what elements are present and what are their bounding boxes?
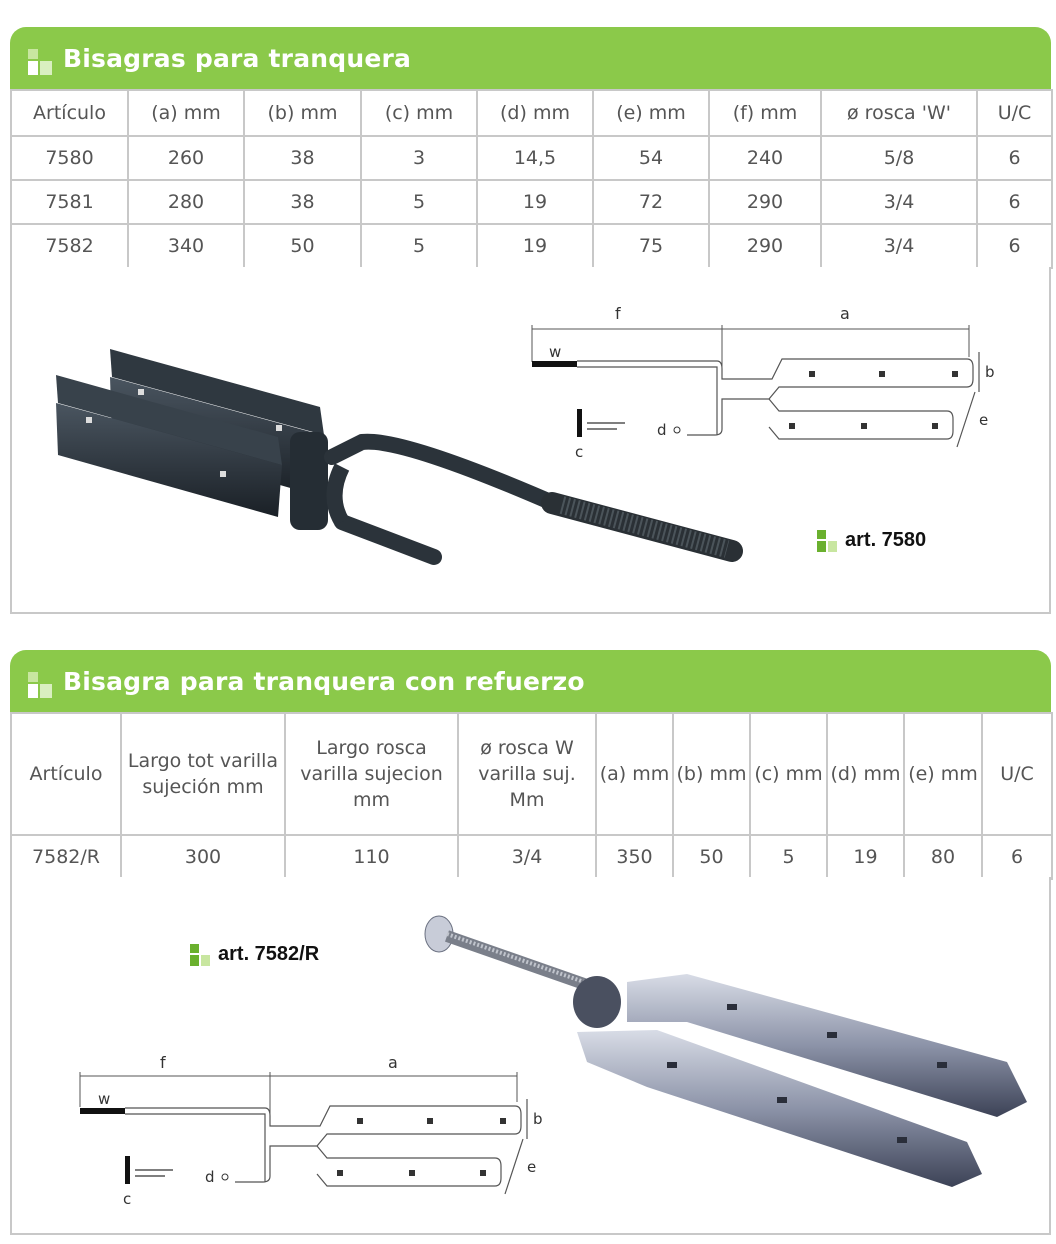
dim-b: b	[533, 1110, 543, 1128]
dim-f: f	[160, 1053, 166, 1072]
table-cell: 5	[361, 180, 477, 224]
table-cell: 54	[593, 136, 709, 180]
col-header: (d) mm	[827, 713, 904, 835]
dim-d: d	[205, 1168, 215, 1186]
table-cell: 280	[128, 180, 244, 224]
dimension-diagram	[517, 297, 1017, 467]
table-row	[11, 180, 1052, 224]
dim-a: a	[388, 1053, 398, 1072]
table-header-row	[11, 713, 1052, 835]
bullet-squares-icon	[817, 530, 837, 552]
dim-d: d	[657, 421, 667, 439]
product-image-panel	[10, 267, 1051, 614]
table-cell: 110	[285, 835, 458, 879]
table-cell: 72	[593, 180, 709, 224]
table-cell: 19	[477, 224, 593, 268]
col-header: ø rosca 'W'	[821, 90, 977, 136]
col-header: (d) mm	[477, 90, 593, 136]
col-header: (a) mm	[128, 90, 244, 136]
col-header: (f) mm	[709, 90, 821, 136]
table-cell: 290	[709, 224, 821, 268]
table-cell: 5	[361, 224, 477, 268]
table-header-row	[11, 90, 1052, 136]
dimension-diagram	[72, 1052, 572, 1222]
col-header: (c) mm	[750, 713, 827, 835]
table-cell: 350	[596, 835, 673, 879]
article-label-text: art. 7580	[845, 529, 927, 552]
col-header: Largo rosca varilla sujecion mm	[285, 713, 458, 835]
spec-table	[10, 89, 1053, 269]
bullet-squares-icon	[28, 49, 52, 75]
table-cell: 6	[977, 180, 1052, 224]
table-cell: 340	[128, 224, 244, 268]
col-header: U/C	[977, 90, 1052, 136]
table-cell: 3/4	[821, 180, 977, 224]
bullet-squares-icon	[190, 944, 210, 966]
table-cell: 3/4	[821, 224, 977, 268]
table-cell: 19	[477, 180, 593, 224]
table-cell: 19	[827, 835, 904, 879]
dim-c: c	[123, 1190, 132, 1208]
table-cell: 7581	[11, 180, 128, 224]
col-header: (c) mm	[361, 90, 477, 136]
col-header: (e) mm	[593, 90, 709, 136]
table-cell: 14,5	[477, 136, 593, 180]
table-cell: 80	[904, 835, 982, 879]
article-label	[817, 529, 926, 552]
product-image-panel	[10, 877, 1051, 1235]
table-cell: 3	[361, 136, 477, 180]
table-cell: 240	[709, 136, 821, 180]
table-row	[11, 136, 1052, 180]
table-cell: 6	[977, 224, 1052, 268]
section-bisagra-refuerzo	[10, 650, 1051, 1235]
table-cell: 75	[593, 224, 709, 268]
section-title: Bisagras para tranquera	[63, 44, 412, 73]
table-cell: 3/4	[458, 835, 596, 879]
section-title: Bisagra para tranquera con refuerzo	[63, 667, 585, 696]
table-cell: 50	[673, 835, 750, 879]
table-cell: 38	[244, 180, 361, 224]
table-cell: 5	[750, 835, 827, 879]
table-cell: 6	[977, 136, 1052, 180]
dim-c: c	[575, 443, 584, 461]
spec-table	[10, 712, 1053, 880]
col-header: Largo tot varilla sujeción mm	[121, 713, 285, 835]
col-header: Artículo	[11, 713, 121, 835]
col-header: (e) mm	[904, 713, 982, 835]
dim-b: b	[985, 363, 995, 381]
col-header: (b) mm	[673, 713, 750, 835]
table-cell: 7580	[11, 136, 128, 180]
table-cell: 7582	[11, 224, 128, 268]
table-cell: 290	[709, 180, 821, 224]
dim-w: w	[549, 343, 562, 361]
bullet-squares-icon	[28, 672, 52, 698]
col-header: (a) mm	[596, 713, 673, 835]
table-cell: 5/8	[821, 136, 977, 180]
dim-w: w	[98, 1090, 111, 1108]
col-header: U/C	[982, 713, 1052, 835]
dim-f: f	[615, 304, 621, 323]
table-cell: 260	[128, 136, 244, 180]
table-cell: 38	[244, 136, 361, 180]
table-cell: 300	[121, 835, 285, 879]
section-bisagras	[10, 27, 1051, 614]
col-header: ø rosca W varilla suj. Mm	[458, 713, 596, 835]
table-row	[11, 835, 1052, 879]
col-header: (b) mm	[244, 90, 361, 136]
table-cell: 6	[982, 835, 1052, 879]
table-cell: 50	[244, 224, 361, 268]
table-cell: 7582/R	[11, 835, 121, 879]
section-header	[10, 27, 1051, 89]
col-header: Artículo	[11, 90, 128, 136]
section-header	[10, 650, 1051, 712]
dim-a: a	[840, 304, 850, 323]
article-label	[190, 943, 319, 966]
article-label-text: art. 7582/R	[218, 943, 320, 966]
dim-e: e	[979, 411, 989, 429]
table-row	[11, 224, 1052, 268]
dim-e: e	[527, 1158, 537, 1176]
